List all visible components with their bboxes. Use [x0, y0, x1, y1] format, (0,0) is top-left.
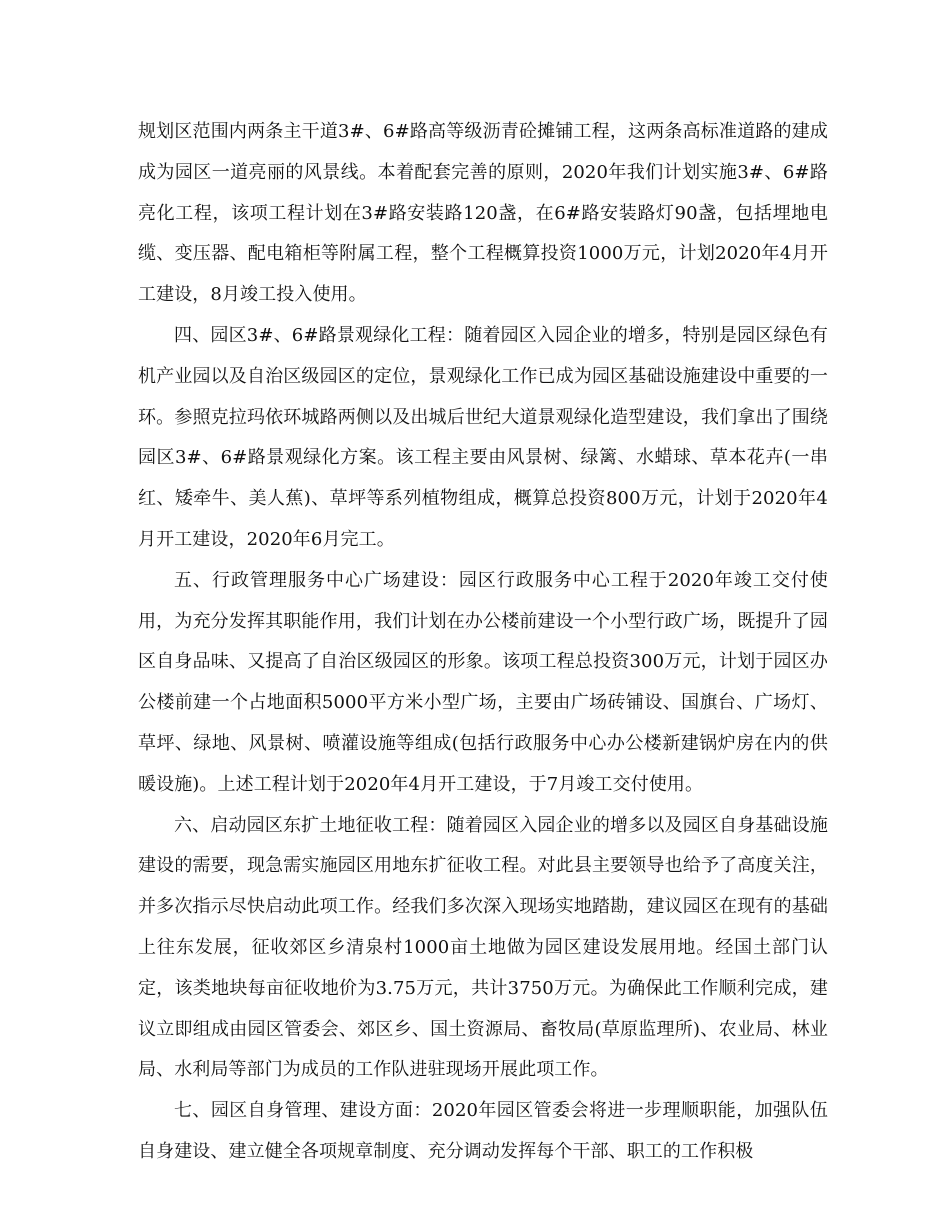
paragraph-landscaping-project: 四、园区3#、6#路景观绿化工程：随着园区入园企业的增多，特别是园区绿色有机产业园以及自治区级园区的定位，景观绿化工作已成为园区基础设施建设中重要的一环。参照克拉玛依环城路两侧以及出城后世纪大道景观绿化造型建设，我们拿出了围绕园区3#、6#路景观绿化方案。该工程主要由风景树、绿篱、水蜡球、草本花卉(一串红、矮牵牛、美人蕉)、草坪等系列植物组成，概算总投资800万元，计划于2020年4月开工建设，2020年6月完工。 [138, 324, 828, 550]
paragraph-internal-management: 七、园区自身管理、建设方面：2020年园区管委会将进一步理顺职能，加强队伍自身建设、建立健全各项规章制度、充分调动发挥每个干部、职工的工作积极 [138, 1100, 828, 1162]
paragraph-admin-plaza-project: 五、行政管理服务中心广场建设：园区行政服务中心工程于2020年竣工交付使用，为充分发挥其职能作用，我们计划在办公楼前建设一个小型行政广场，既提升了园区自身品味、又提高了自治区级园区的形象。该项工程总投资300万元，计划于园区办公楼前建一个占地面积5000平方米小型广场，主要由广场砖铺设、国旗台、广场灯、草坪、绿地、风景树、喷灌设施等组成(包括行政服务中心办公楼新建锅炉房在内的供暖设施)。上述工程计划于2020年4月开工建设，于7月竣工交付使用。 [138, 569, 828, 795]
paragraph-land-expansion-project: 六、启动园区东扩土地征收工程：随着园区入园企业的增多以及园区自身基础设施建设的需要，现急需实施园区用地东扩征收工程。对此县主要领导也给予了高度关注，并多次指示尽快启动此项工作。经我们多次深入现场实地踏勘，建议园区在现有的基础上往东发展，征收郊区乡清泉村1000亩土地做为园区建设发展用地。经国土部门认定，该类地块每亩征收地价为3.75万元，共计3750万元。为确保此工作顺利完成，建议立即组成由园区管委会、郊区乡、国土资源局、畜牧局(草原监理所)、农业局、林业局、水利局等部门为成员的工作队进驻现场开展此项工作。 [138, 814, 828, 1081]
document-body [138, 112, 828, 1173]
paragraph-lighting-project: 规划区范围内两条主干道3#、6#路高等级沥青砼摊铺工程，这两条高标准道路的建成成为园区一道亮丽的风景线。本着配套完善的原则，2020年我们计划实施3#、6#路亮化工程，该项工程计划在3#路安装路120盏，在6#路安装路灯90盏，包括埋地电缆、变压器、配电箱柜等附属工程，整个工程概算投资1000万元，计划2020年4月开工建设，8月竣工投入使用。 [138, 121, 828, 306]
